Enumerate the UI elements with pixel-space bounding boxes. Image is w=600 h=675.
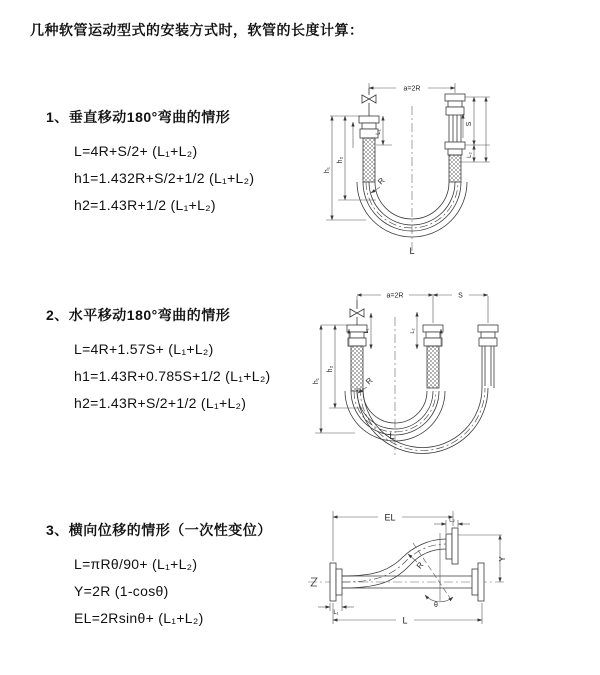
formula-line: L=4R+1.57S+ (L₁+L₂) [74,341,214,357]
diagram-lateral-displacement [300,503,515,645]
formula-line: L=πRθ/90+ (L₁+L₂) [74,556,198,572]
dim-label-r: R [364,376,375,387]
braided-hose-section [449,155,461,182]
dim-label-l2: L₂ [449,517,455,524]
dimension-a2r-s [357,292,488,323]
diagram-vertical-180-bend [312,70,592,262]
braided-hose-section [351,346,363,391]
radius-leader [408,554,417,562]
braided-hose-section [363,138,375,182]
dim-label-l1: L₁ [333,610,339,616]
page-title: 几种软管运动型式的安装方式时，软管的长度计算： [30,22,364,38]
section-heading: 1、垂直移动180°弯曲的情形 [46,109,231,125]
dim-label-y: Y [498,556,507,562]
right-pipe-fitting-upper [445,94,465,142]
dim-label-r: R [376,176,387,187]
section-heading: 2、水平移动180°弯曲的情形 [46,307,231,323]
dim-label-l: L [389,431,395,441]
dimension-stroke-s [461,97,490,162]
dim-label-h2: h₂ [337,156,344,164]
formula-line: L=4R+S/2+ (L₁+L₂) [74,143,198,159]
section-heading: 3、横向位移的情形（一次性变位） [46,522,272,538]
right-pipe-fitting [478,325,498,388]
dim-label-l1: L₁ [364,328,370,334]
dim-label-h2: h₂ [327,365,334,373]
hose-s-curve [342,539,446,588]
left-pipe-fitting [359,116,379,182]
dim-label-s: S [466,121,473,127]
section-lateral-displacement [46,520,272,637]
dim-label-a2r: a=2R [403,85,421,93]
dim-label-theta: θ [434,602,438,609]
diagram-horizontal-180-bend [305,283,600,461]
braided-hose-section [427,346,439,388]
formula-line: h2=1.43R+S/2+1/2 (L₁+L₂) [74,395,247,411]
formula-line: EL=2Rsinθ+ (L₁+L₂) [74,610,204,626]
dim-label-r: R [414,560,426,571]
middle-pipe-fitting [423,325,443,388]
upper-flange-displaced [446,528,458,564]
dim-label-l2: L₂ [410,328,416,334]
section-vertical-movement [46,107,254,224]
dim-label-h1: h₁ [313,377,320,385]
formula-line: h1=1.432R+S/2+1/2 (L₁+L₂) [74,170,255,186]
dim-label-l1: L₁ [376,129,382,135]
dim-label-s: S [458,292,463,300]
dim-label-el: EL [384,512,396,523]
dim-label-h1: h₁ [324,166,331,174]
formula-line: Y=2R (1-cosθ) [74,583,169,599]
dim-label-l: L [409,246,415,256]
hose-u-bend-displaced [357,388,488,454]
dim-label-l: L [402,615,408,626]
formula-line: h2=1.43R+1/2 (L₁+L₂) [74,197,216,213]
dim-label-l2: L₂ [467,152,473,158]
formula-line: h1=1.43R+0.785S+1/2 (L₁+L₂) [74,368,271,384]
section-horizontal-movement [46,305,271,422]
dim-label-a2r: a=2R [386,292,404,300]
